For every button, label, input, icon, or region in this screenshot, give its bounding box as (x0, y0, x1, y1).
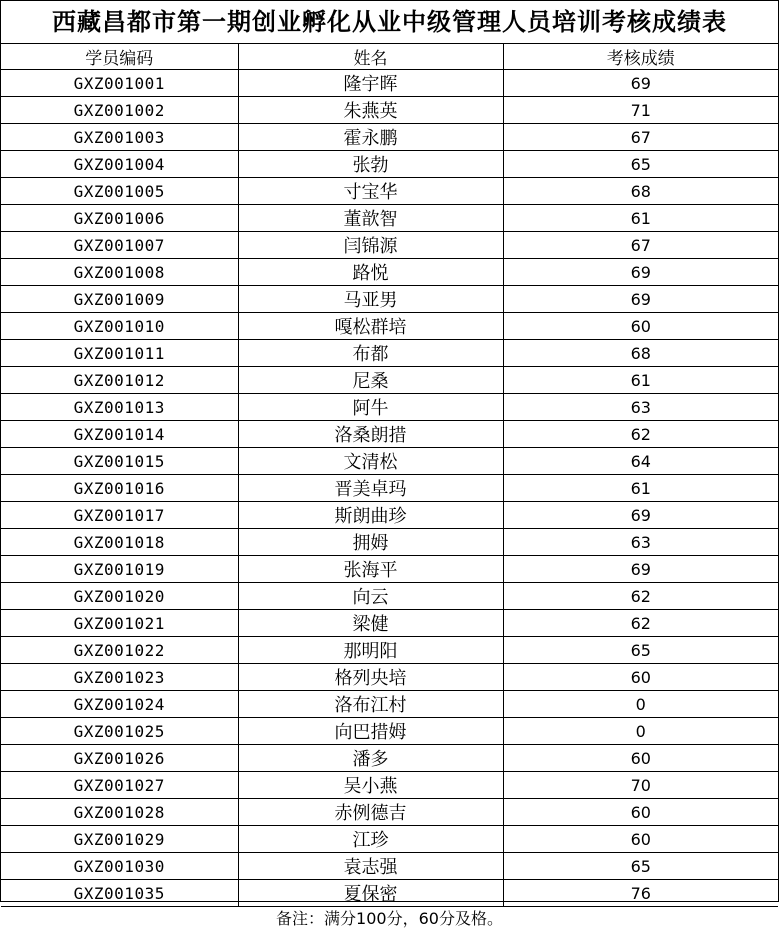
score-cell: 60 (503, 745, 778, 772)
table-row (1, 70, 778, 97)
student-name-cell: 向巴措姆 (238, 718, 503, 745)
table-row (1, 610, 778, 637)
student-code-cell: GXZ001018 (1, 529, 238, 556)
student-code-cell: GXZ001016 (1, 475, 238, 502)
student-code-cell: GXZ001024 (1, 691, 238, 718)
score-cell: 65 (503, 151, 778, 178)
table-row (1, 340, 778, 367)
score-cell: 63 (503, 394, 778, 421)
student-code-cell: GXZ001019 (1, 556, 238, 583)
score-cell: 68 (503, 340, 778, 367)
table-row (1, 475, 778, 502)
student-name-cell: 梁健 (238, 610, 503, 637)
score-cell: 62 (503, 421, 778, 448)
student-code-cell: GXZ001013 (1, 394, 238, 421)
table-row (1, 502, 778, 529)
table-row (1, 97, 778, 124)
student-name-cell: 嘎松群培 (238, 313, 503, 340)
student-name-cell: 斯朗曲珍 (238, 502, 503, 529)
student-code-cell: GXZ001015 (1, 448, 238, 475)
score-cell: 65 (503, 853, 778, 880)
student-code-cell: GXZ001014 (1, 421, 238, 448)
table-row (1, 664, 778, 691)
student-name-cell: 路悦 (238, 259, 503, 286)
student-name-cell: 尼桑 (238, 367, 503, 394)
score-cell: 0 (503, 718, 778, 745)
score-cell: 67 (503, 124, 778, 151)
table-row (1, 394, 778, 421)
student-name-cell: 霍永鹏 (238, 124, 503, 151)
score-cell: 61 (503, 367, 778, 394)
student-name-cell: 马亚男 (238, 286, 503, 313)
student-code-cell: GXZ001002 (1, 97, 238, 124)
score-cell: 60 (503, 664, 778, 691)
table-row (1, 529, 778, 556)
student-code-cell: GXZ001027 (1, 772, 238, 799)
table-row (1, 124, 778, 151)
student-code-cell: GXZ001008 (1, 259, 238, 286)
table-row (1, 718, 778, 745)
table-row (1, 232, 778, 259)
student-code-cell: GXZ001005 (1, 178, 238, 205)
score-cell: 60 (503, 799, 778, 826)
score-cell: 63 (503, 529, 778, 556)
table-row (1, 637, 778, 664)
student-code-cell: GXZ001003 (1, 124, 238, 151)
student-code-cell: GXZ001021 (1, 610, 238, 637)
student-name-cell: 袁志强 (238, 853, 503, 880)
student-code-cell: GXZ001017 (1, 502, 238, 529)
score-cell: 71 (503, 97, 778, 124)
student-code-cell: GXZ001011 (1, 340, 238, 367)
student-code-cell: GXZ001004 (1, 151, 238, 178)
student-code-cell: GXZ001020 (1, 583, 238, 610)
score-cell: 68 (503, 178, 778, 205)
student-name-cell: 拥姆 (238, 529, 503, 556)
score-cell: 61 (503, 475, 778, 502)
student-code-cell: GXZ001001 (1, 70, 238, 97)
table-row (1, 313, 778, 340)
score-cell: 69 (503, 259, 778, 286)
table-row (1, 259, 778, 286)
table-row (1, 853, 778, 880)
student-name-cell: 张海平 (238, 556, 503, 583)
score-cell: 60 (503, 826, 778, 853)
student-name-cell: 张勃 (238, 151, 503, 178)
score-cell: 0 (503, 691, 778, 718)
score-cell: 65 (503, 637, 778, 664)
student-name-cell: 吴小燕 (238, 772, 503, 799)
score-cell: 67 (503, 232, 778, 259)
student-name-cell: 洛桑朗措 (238, 421, 503, 448)
student-name-cell: 寸宝华 (238, 178, 503, 205)
table-row (1, 880, 778, 907)
student-name-cell: 那明阳 (238, 637, 503, 664)
table-row (1, 367, 778, 394)
score-cell: 76 (503, 880, 778, 907)
student-name-cell: 向云 (238, 583, 503, 610)
table-row (1, 151, 778, 178)
table-row (1, 421, 778, 448)
student-code-cell: GXZ001007 (1, 232, 238, 259)
column-header-name: 姓名 (238, 44, 503, 70)
student-name-cell: 闫锦源 (238, 232, 503, 259)
score-cell: 62 (503, 610, 778, 637)
score-cell: 61 (503, 205, 778, 232)
student-name-cell: 布都 (238, 340, 503, 367)
student-code-cell: GXZ001023 (1, 664, 238, 691)
column-header-code: 学员编码 (1, 44, 238, 70)
student-name-cell: 隆宇晖 (238, 70, 503, 97)
student-name-cell: 董歆智 (238, 205, 503, 232)
score-cell: 62 (503, 583, 778, 610)
score-cell: 69 (503, 286, 778, 313)
table-header-row (1, 44, 778, 70)
student-code-cell: GXZ001012 (1, 367, 238, 394)
student-name-cell: 晋美卓玛 (238, 475, 503, 502)
score-cell: 60 (503, 313, 778, 340)
table-row (1, 745, 778, 772)
footer-note: 备注：满分100分，60分及格。 (276, 909, 503, 928)
score-cell: 69 (503, 556, 778, 583)
student-name-cell: 阿牛 (238, 394, 503, 421)
student-name-cell: 格列央培 (238, 664, 503, 691)
student-name-cell: 夏保密 (238, 880, 503, 907)
student-code-cell: GXZ001030 (1, 853, 238, 880)
student-name-cell: 洛布江村 (238, 691, 503, 718)
table-row (1, 691, 778, 718)
student-code-cell: GXZ001025 (1, 718, 238, 745)
student-name-cell: 赤例德吉 (238, 799, 503, 826)
student-name-cell: 文清松 (238, 448, 503, 475)
student-code-cell: GXZ001029 (1, 826, 238, 853)
score-table (1, 44, 778, 907)
student-code-cell: GXZ001010 (1, 313, 238, 340)
student-code-cell: GXZ001006 (1, 205, 238, 232)
column-header-score: 考核成绩 (503, 44, 778, 70)
table-row (1, 556, 778, 583)
score-cell: 69 (503, 70, 778, 97)
student-code-cell: GXZ001035 (1, 880, 238, 907)
student-name-cell: 潘多 (238, 745, 503, 772)
table-row (1, 286, 778, 313)
table-row (1, 178, 778, 205)
score-cell: 70 (503, 772, 778, 799)
student-code-cell: GXZ001009 (1, 286, 238, 313)
score-cell: 64 (503, 448, 778, 475)
student-code-cell: GXZ001028 (1, 799, 238, 826)
table-row (1, 205, 778, 232)
student-name-cell: 朱燕英 (238, 97, 503, 124)
student-code-cell: GXZ001022 (1, 637, 238, 664)
table-row (1, 799, 778, 826)
student-name-cell: 江珍 (238, 826, 503, 853)
sheet-title: 西藏昌都市第一期创业孵化从业中级管理人员培训考核成绩表 (1, 1, 778, 44)
table-row (1, 583, 778, 610)
table-row (1, 448, 778, 475)
table-row (1, 772, 778, 799)
table-row (1, 826, 778, 853)
student-code-cell: GXZ001026 (1, 745, 238, 772)
score-cell: 69 (503, 502, 778, 529)
